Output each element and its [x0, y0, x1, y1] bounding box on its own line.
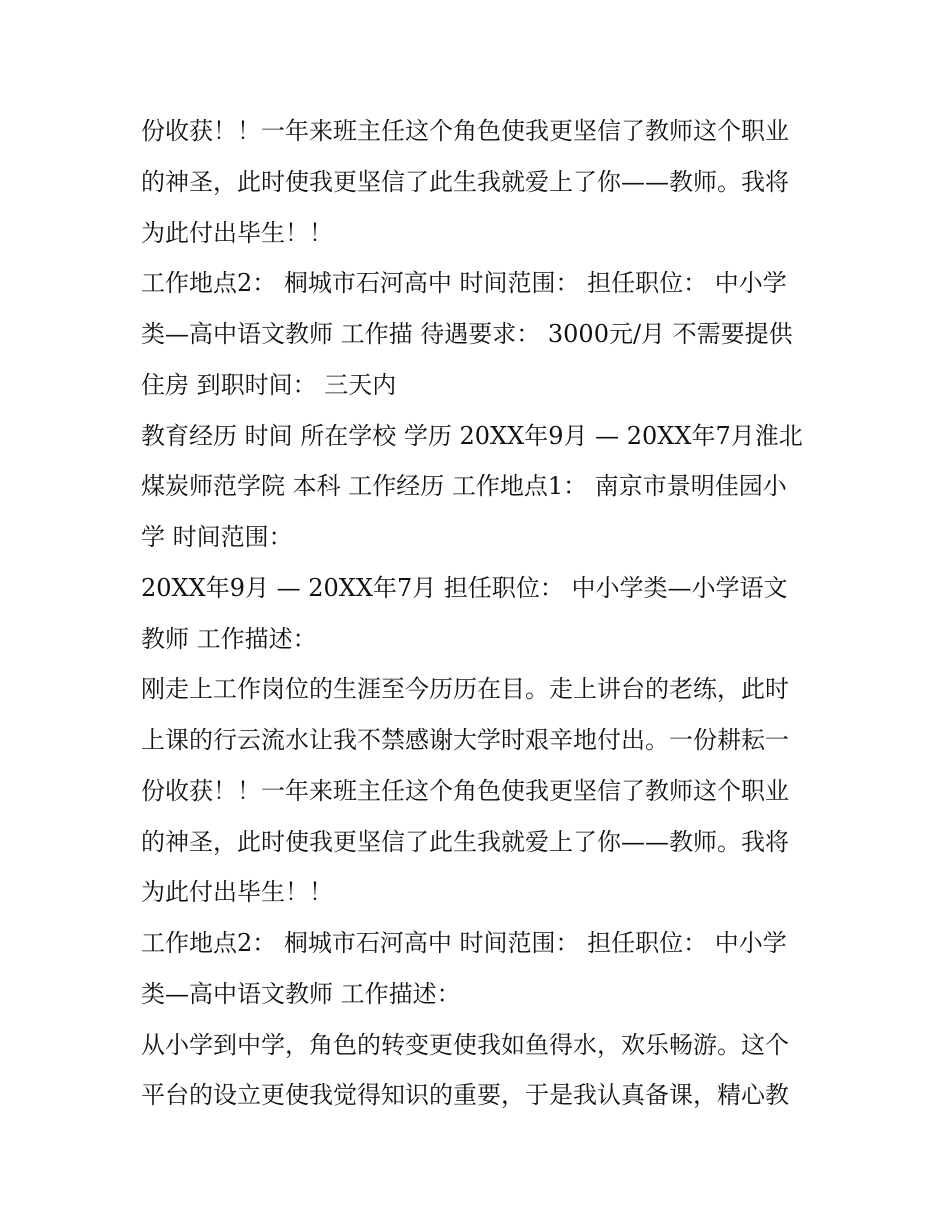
text-line: 学 时间范围： [141, 523, 293, 551]
text-line: 煤炭师范学院 本科 工作经历 工作地点1： 南京市景明佳园小 [141, 472, 787, 501]
text-line: 教育经历 时间 所在学校 学历 20XX年9月 — 20XX年7月淮北 [141, 421, 803, 450]
text-line: 的神圣，此时使我更坚信了此生我就爱上了你——教师。我将 [141, 167, 789, 196]
text-line: 刚走上工作岗位的生涯至今历历在目。走上讲台的老练，此时 [141, 675, 789, 704]
text-line: 工作地点2： 桐城市石河高中 时间范围： 担任职位： 中小学 [141, 929, 787, 957]
text-line: 上课的行云流水让我不禁感谢大学时艰辛地付出。一份耕耘一 [141, 726, 789, 754]
text-line: 工作地点2： 桐城市石河高中 时间范围： 担任职位： 中小学 [141, 269, 787, 298]
text-line: 为此付出毕生！！ [141, 878, 333, 907]
text-line: 平台的设立更使我觉得知识的重要，于是我认真备课，精心教 [141, 1081, 789, 1110]
text-line: 从小学到中学，角色的转变更使我如鱼得水，欢乐畅游。这个 [141, 1030, 789, 1059]
text-line: 份收获！！一年来班主任这个角色使我更坚信了教师这个职业 [141, 776, 789, 805]
text-line: 教师 工作描述： [141, 624, 317, 653]
text-line: 份收获！！一年来班主任这个角色使我更坚信了教师这个职业 [141, 117, 789, 145]
text-line: 为此付出毕生！！ [141, 218, 333, 247]
text-line: 类—高中语文教师 工作描述： [141, 979, 461, 1008]
text-line: 的神圣，此时使我更坚信了此生我就爱上了你——教师。我将 [141, 827, 789, 856]
text-line: 类—高中语文教师 工作描 待遇要求： 3000元/月 不需要提供 [141, 320, 793, 348]
text-line: 20XX年9月 — 20XX年7月 担任职位： 中小学类—小学语文 [141, 573, 788, 602]
document-body [141, 106, 813, 1121]
text-line: 住房 到职时间： 三天内 [141, 370, 397, 399]
